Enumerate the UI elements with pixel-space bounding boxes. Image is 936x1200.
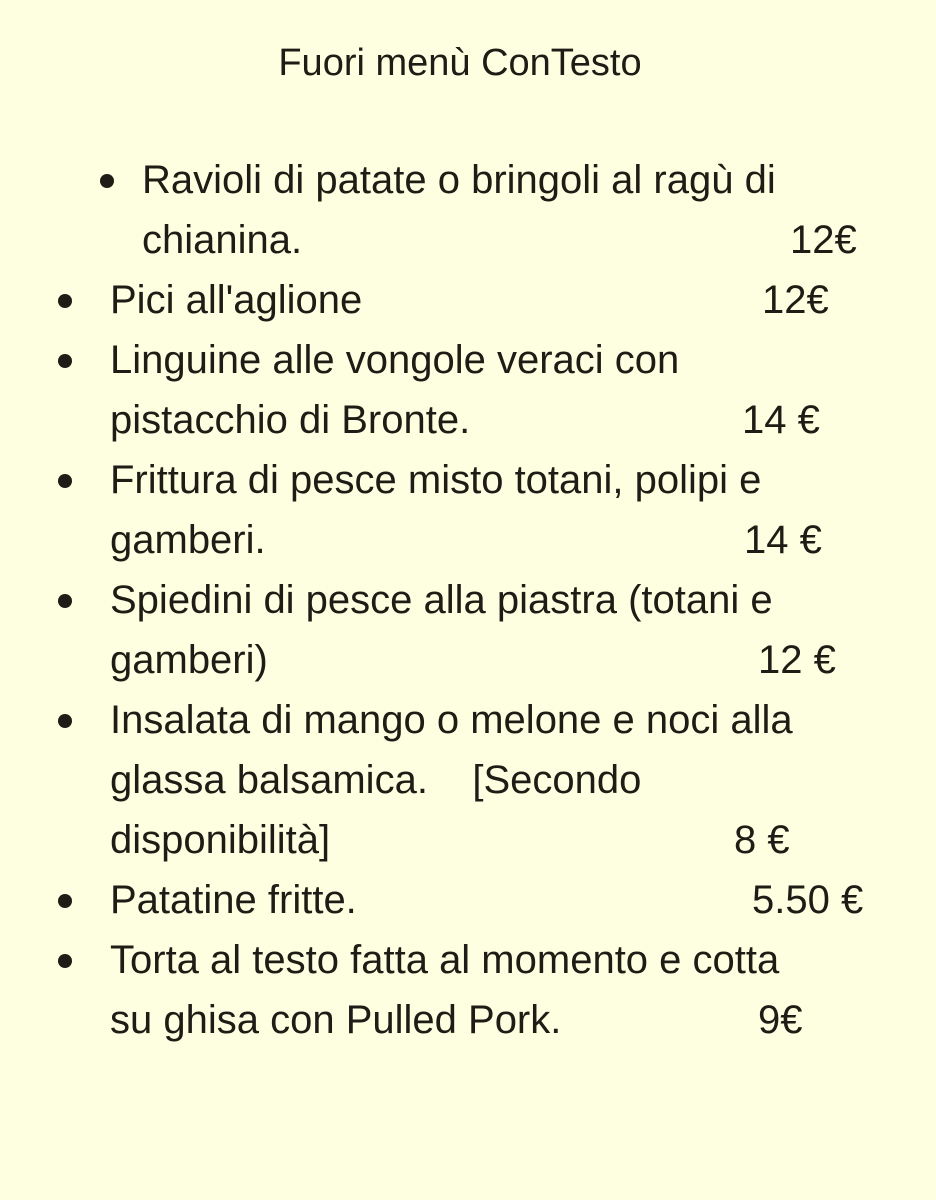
menu-item (0, 570, 890, 690)
bullet-icon (100, 174, 114, 188)
item-line (110, 330, 890, 390)
item-text: Insalata di mango o melone e noci alla (110, 698, 793, 742)
item-line (110, 750, 890, 810)
menu-list (0, 150, 936, 1050)
bullet-icon (58, 594, 72, 608)
item-price: 5.50 € (752, 878, 864, 922)
item-line (110, 390, 890, 450)
item-line (110, 810, 890, 870)
item-text: gamberi. (110, 518, 266, 562)
item-price: 9€ (758, 998, 803, 1042)
item-text: Patatine fritte. (110, 878, 357, 922)
item-price: 12€ (762, 278, 829, 322)
item-line (110, 510, 890, 570)
item-price: 14 € (742, 398, 820, 442)
item-text: Linguine alle vongole veraci con (110, 338, 680, 382)
item-price: 14 € (744, 518, 822, 562)
item-price: 8 € (734, 818, 790, 862)
item-text: chianina. (142, 218, 303, 262)
bullet-icon (58, 714, 72, 728)
item-line (110, 270, 890, 330)
item-line (110, 870, 890, 930)
item-text: gamberi) (110, 638, 268, 682)
item-text: Frittura di pesce misto totani, polipi e (110, 458, 762, 502)
page-title: Fuori menù ConTesto (278, 42, 642, 84)
item-line (142, 150, 902, 210)
item-text: Ravioli di patate o bringoli al ragù di (142, 158, 776, 202)
item-price: 12€ (790, 218, 857, 262)
item-line (110, 630, 890, 690)
bullet-icon (58, 474, 72, 488)
item-line (110, 570, 890, 630)
bullet-icon (58, 894, 72, 908)
item-text: Spiedini di pesce alla piastra (totani e (110, 578, 773, 622)
bullet-icon (58, 294, 72, 308)
menu-item (0, 270, 890, 330)
item-line (110, 690, 890, 750)
menu-item (0, 690, 890, 870)
item-text: pistacchio di Bronte. (110, 398, 471, 442)
item-text: su ghisa con Pulled Pork. (110, 998, 562, 1042)
item-line (110, 990, 890, 1050)
item-text: glassa balsamica. [Secondo (110, 758, 642, 802)
menu-item (0, 450, 890, 570)
bullet-icon (58, 354, 72, 368)
menu-item (0, 150, 902, 270)
item-text: disponibilità] (110, 818, 331, 862)
item-text: Torta al testo fatta al momento e cotta (110, 938, 780, 982)
menu-item (0, 930, 890, 1050)
item-price: 12 € (758, 638, 836, 682)
menu-item (0, 330, 890, 450)
menu-item (0, 870, 890, 930)
item-text: Pici all'aglione (110, 278, 363, 322)
bullet-icon (58, 954, 72, 968)
item-line (110, 930, 890, 990)
item-line (110, 450, 890, 510)
item-line (142, 210, 902, 270)
